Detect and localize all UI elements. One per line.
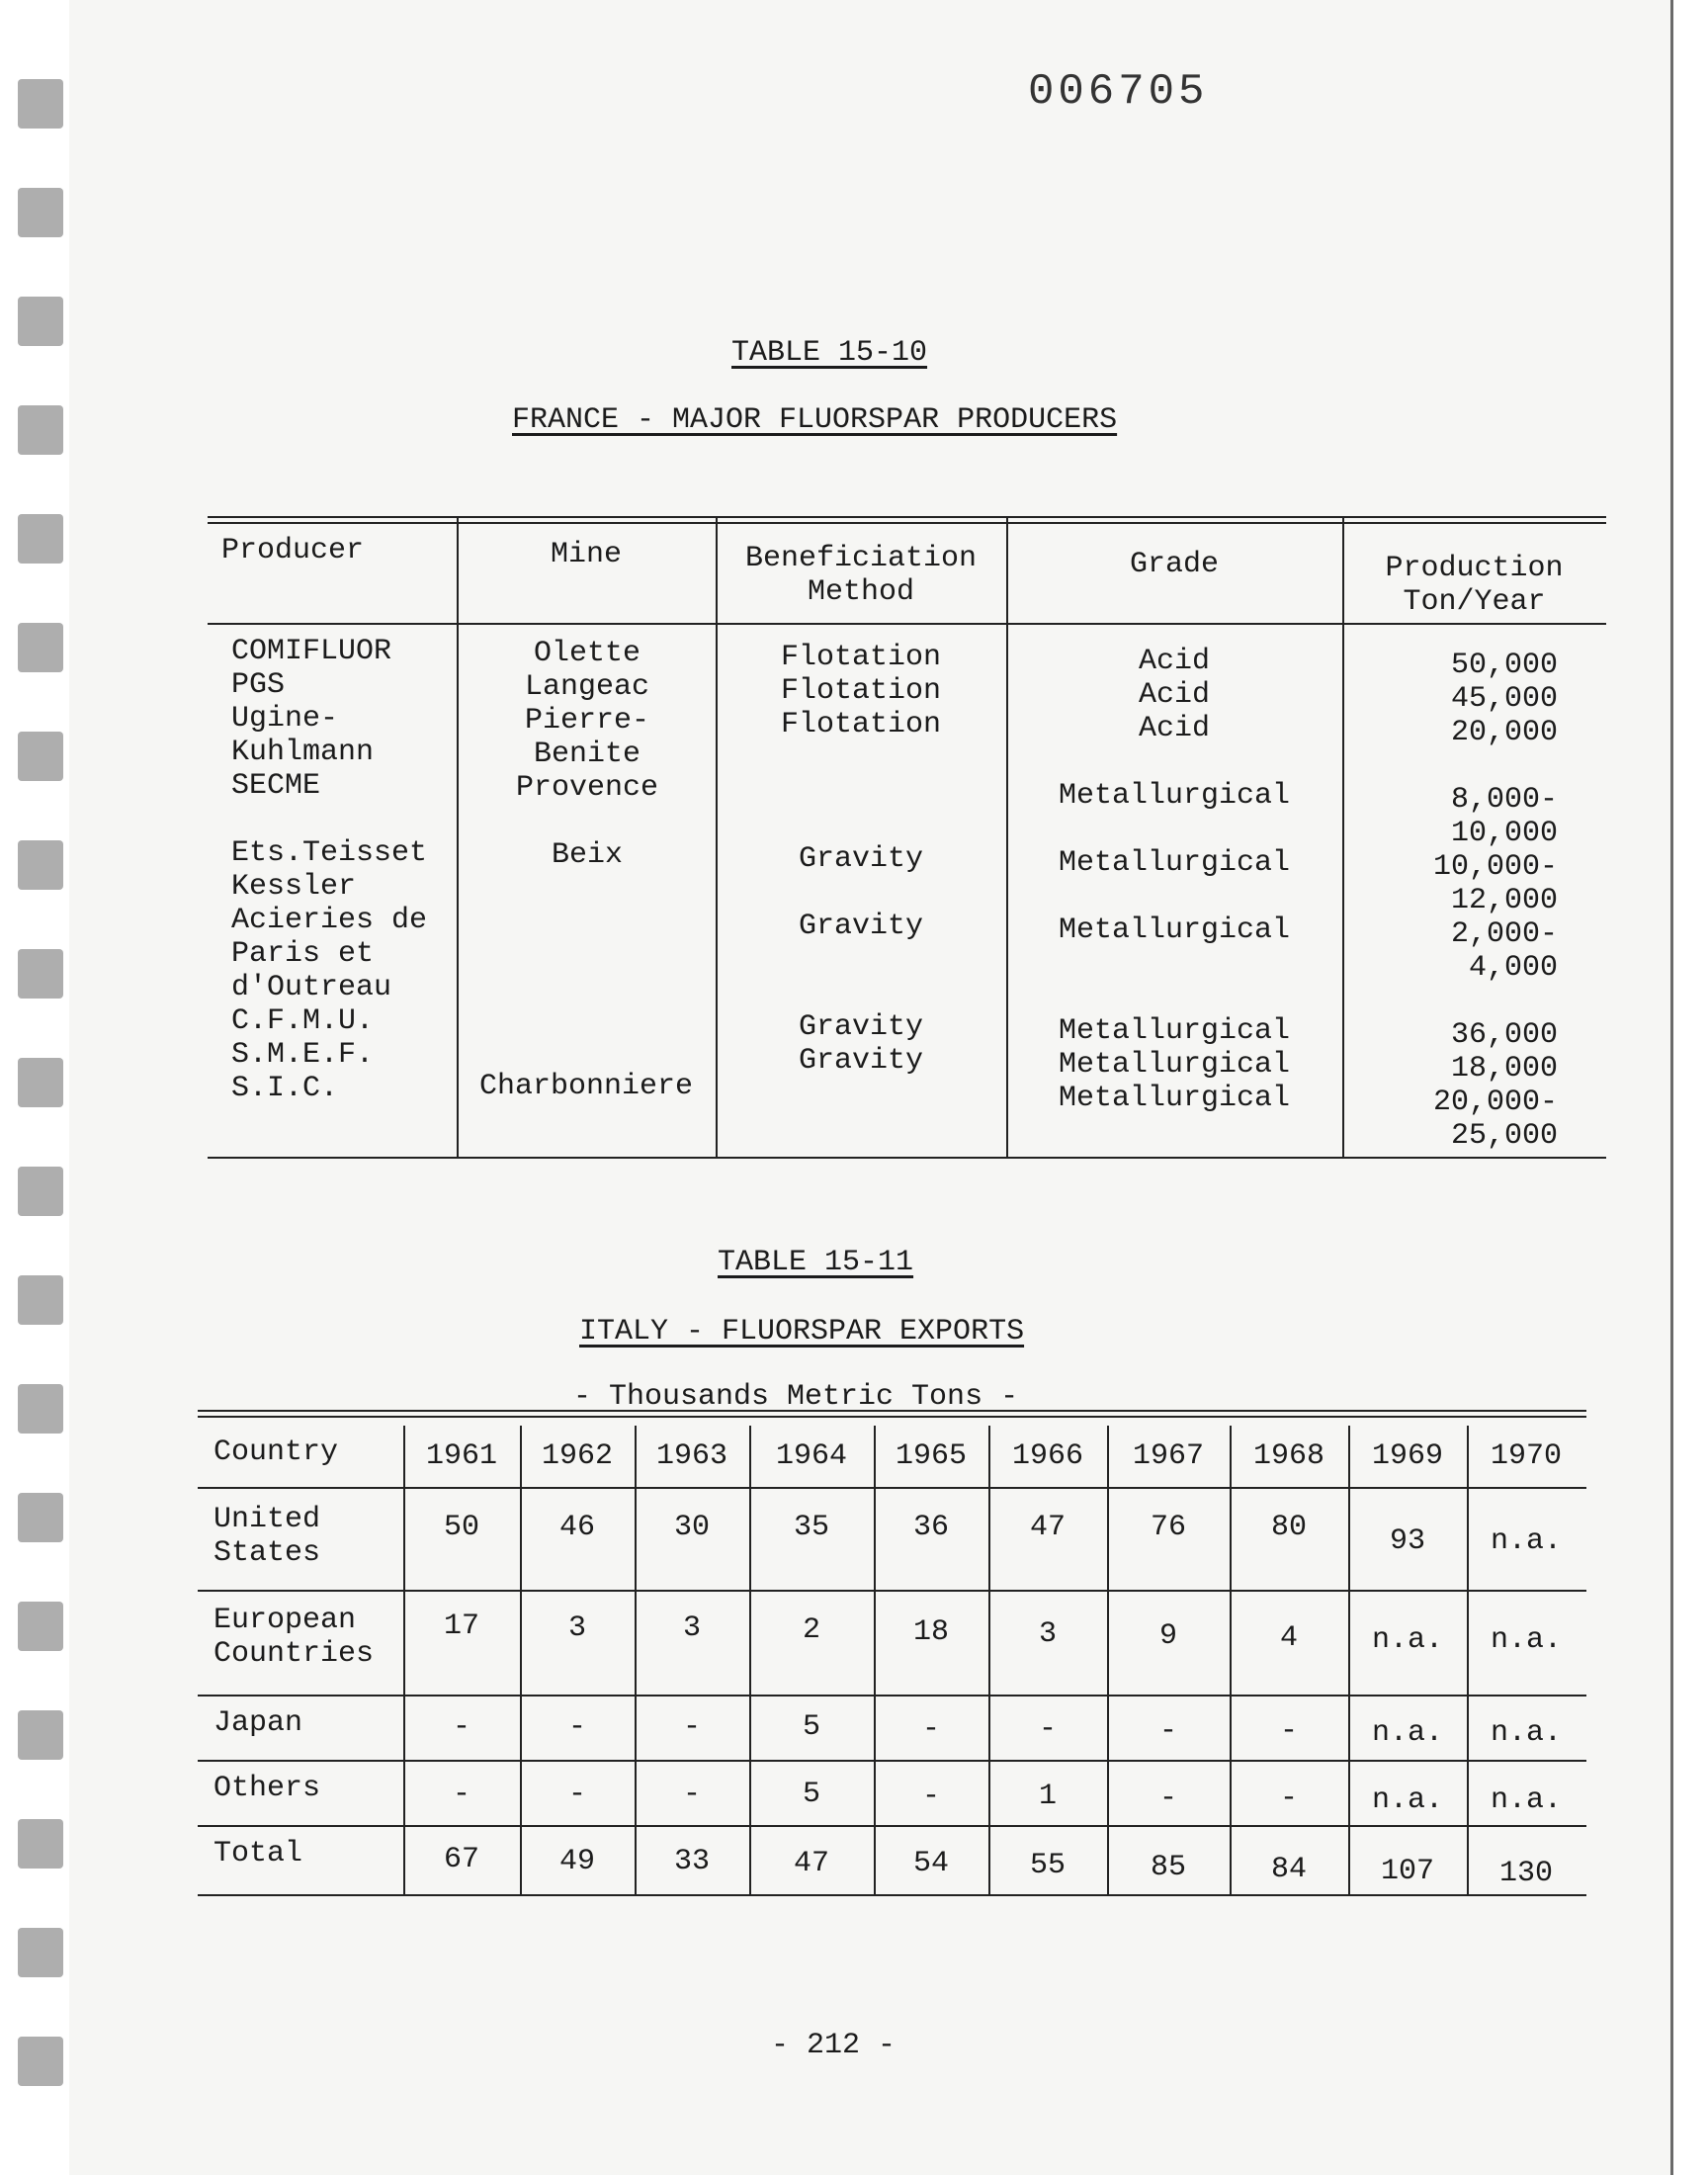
year-header: 1961: [425, 1439, 497, 1473]
table-cell: 36: [912, 1511, 949, 1544]
table-15-11-number: TABLE 15-11: [718, 1246, 914, 1279]
table-cell: 76: [1150, 1511, 1186, 1544]
table-cell: 93: [1389, 1524, 1425, 1558]
year-header: 1965: [895, 1439, 967, 1473]
table-15-11-subtitle: - Thousands Metric Tons -: [573, 1380, 1019, 1414]
table-cell: n.a.: [1490, 1784, 1562, 1817]
table-cell: -: [682, 1778, 701, 1811]
column-divider: [403, 1426, 405, 1896]
row-rule: [198, 1760, 1586, 1762]
page-number: - 212 -: [771, 2029, 897, 2062]
table-cell: -: [1158, 1714, 1177, 1748]
column-divider: [1348, 1426, 1350, 1896]
binding-hole: [18, 297, 63, 346]
binding-hole: [18, 1167, 63, 1216]
table-cell: -: [1038, 1712, 1057, 1746]
header-beneficiation-method: Beneficiation Method: [744, 542, 978, 609]
table-cell: -: [1279, 1782, 1298, 1815]
country-united-states: United States: [214, 1503, 321, 1570]
table-15-11-title: ITALY - FLUORSPAR EXPORTS: [579, 1315, 1025, 1348]
table-cell: n.a.: [1490, 1716, 1562, 1750]
grade-acid: Acid Acid Acid: [1138, 645, 1210, 745]
column-divider: [520, 1426, 522, 1896]
row-rule: [198, 1590, 1586, 1592]
table-cell: n.a.: [1371, 1623, 1443, 1657]
table-cell: 35: [793, 1511, 829, 1544]
table-rule: [198, 1416, 1586, 1418]
table-cell: -: [452, 1710, 470, 1744]
spiral-binding: [18, 59, 67, 2116]
binding-hole: [18, 1275, 63, 1325]
header-country: Country: [214, 1436, 339, 1469]
table-cell: 3: [682, 1611, 701, 1645]
row-rule: [198, 1825, 1586, 1827]
year-header: 1970: [1490, 1439, 1562, 1473]
country-european-countries: European Countries: [214, 1604, 375, 1671]
header-producer: Producer: [221, 534, 365, 567]
year-header: 1967: [1132, 1439, 1204, 1473]
header-mine: Mine: [550, 538, 622, 571]
binding-hole: [18, 1928, 63, 1977]
table-cell: -: [1158, 1782, 1177, 1815]
binding-hole: [18, 1058, 63, 1107]
header-grade: Grade: [1129, 548, 1219, 581]
table-cell: -: [921, 1780, 940, 1813]
table-cell: 33: [673, 1845, 710, 1878]
column-divider: [874, 1426, 876, 1896]
table-cell: 130: [1498, 1857, 1553, 1890]
binding-hole: [18, 1819, 63, 1869]
table-cell: n.a.: [1371, 1784, 1443, 1817]
method-gravity-acieries: Gravity: [798, 910, 924, 943]
column-divider: [749, 1426, 751, 1896]
table-15-10-number: TABLE 15-10: [731, 336, 928, 370]
column-divider: [1467, 1426, 1469, 1896]
year-header: 1968: [1252, 1439, 1324, 1473]
table-cell: 5: [802, 1710, 820, 1744]
table-cell: 9: [1158, 1619, 1177, 1653]
table-cell: -: [567, 1778, 586, 1811]
table-cell: 18: [912, 1615, 949, 1649]
bottom-rule: [198, 1894, 1586, 1896]
binding-hole: [18, 1710, 63, 1760]
column-divider: [1107, 1426, 1109, 1896]
column-divider: [457, 516, 459, 1159]
grade-acieries: Metallurgical: [1058, 914, 1291, 947]
binding-hole: [18, 840, 63, 890]
method-flotation: Flotation Flotation Flotation: [780, 641, 942, 741]
table-cell: 30: [673, 1511, 710, 1544]
binding-hole: [18, 2037, 63, 2086]
table-cell: 2: [802, 1613, 820, 1647]
row-rule: [198, 1695, 1586, 1696]
header-production: Production Ton/Year: [1385, 552, 1564, 619]
document-number: 006705: [1028, 67, 1209, 117]
table-15-10: [208, 516, 1606, 1159]
table-cell: -: [1279, 1714, 1298, 1748]
table-cell: 17: [443, 1610, 479, 1643]
binding-hole: [18, 1602, 63, 1651]
year-header: 1962: [541, 1439, 613, 1473]
header-rule: [208, 623, 1606, 625]
year-header: 1966: [1011, 1439, 1083, 1473]
table-cell: 80: [1270, 1511, 1307, 1544]
bottom-rule: [208, 1157, 1606, 1159]
table-cell: 47: [1029, 1511, 1066, 1544]
header-rule: [198, 1487, 1586, 1489]
table-cell: n.a.: [1371, 1716, 1443, 1750]
table-cell: 3: [567, 1611, 586, 1645]
table-cell: -: [452, 1778, 470, 1811]
year-header: 1964: [775, 1439, 847, 1473]
table-15-11: [198, 1408, 1586, 1890]
table-cell: 67: [443, 1843, 479, 1876]
binding-hole: [18, 405, 63, 455]
production-column: 50,000 45,000 20,000 8,000- 10,000 10,000- 12,000 2,000- 4,000 36,000 18,000 20,000- 25,000: [1432, 649, 1558, 1153]
table-cell: n.a.: [1490, 1623, 1562, 1657]
method-gravity-bottom: Gravity Gravity: [798, 1010, 924, 1078]
binding-hole: [18, 514, 63, 564]
table-cell: 49: [558, 1845, 595, 1878]
method-gravity-teisset: Gravity: [798, 842, 924, 876]
table-cell: -: [921, 1712, 940, 1746]
year-header: 1963: [655, 1439, 727, 1473]
table-cell: 46: [558, 1511, 595, 1544]
mine-sic: Charbonniere: [478, 1070, 694, 1103]
table-cell: -: [567, 1710, 586, 1744]
country-others: Others: [214, 1772, 321, 1805]
country-total: Total: [214, 1837, 303, 1870]
table-cell: 1: [1038, 1780, 1057, 1813]
table-rule: [208, 522, 1606, 524]
table-15-10-title: FRANCE - MAJOR FLUORSPAR PRODUCERS: [512, 403, 1118, 437]
column-divider: [1230, 1426, 1232, 1896]
producer-column: COMIFLUOR PGS Ugine- Kuhlmann SECME Ets.Teisset Kessler Acieries de Paris et d'Outreau C.F.M.U. S.M.E.F. S.I.C.: [231, 635, 428, 1105]
table-cell: 54: [912, 1847, 949, 1880]
binding-hole: [18, 79, 63, 129]
column-divider: [635, 1426, 637, 1896]
binding-hole: [18, 1493, 63, 1542]
table-rule: [208, 516, 1606, 518]
table-cell: 84: [1270, 1853, 1307, 1886]
table-cell: 55: [1029, 1849, 1066, 1882]
table-cell: 5: [802, 1778, 820, 1811]
table-cell: 47: [793, 1847, 829, 1880]
table-rule: [198, 1410, 1586, 1412]
binding-hole: [18, 949, 63, 999]
grade-metallurgical-bottom: Metallurgical Metallurgical Metallurgical: [1058, 1014, 1291, 1115]
country-japan: Japan: [214, 1706, 303, 1740]
table-cell: -: [682, 1710, 701, 1744]
table-cell: 4: [1279, 1621, 1298, 1655]
table-cell: 85: [1150, 1851, 1186, 1884]
column-divider: [988, 1426, 990, 1896]
table-cell: 107: [1380, 1855, 1434, 1888]
grade-teisset: Metallurgical: [1058, 846, 1291, 880]
binding-hole: [18, 732, 63, 781]
table-cell: 3: [1038, 1617, 1057, 1651]
binding-hole: [18, 188, 63, 237]
binding-hole: [18, 1384, 63, 1434]
mine-column: Olette Langeac Pierre- Benite Provence Beix: [515, 637, 659, 872]
grade-secme: Metallurgical: [1058, 779, 1291, 813]
binding-hole: [18, 623, 63, 672]
year-header: 1969: [1371, 1439, 1443, 1473]
table-cell: n.a.: [1490, 1524, 1562, 1558]
table-cell: 50: [443, 1511, 479, 1544]
